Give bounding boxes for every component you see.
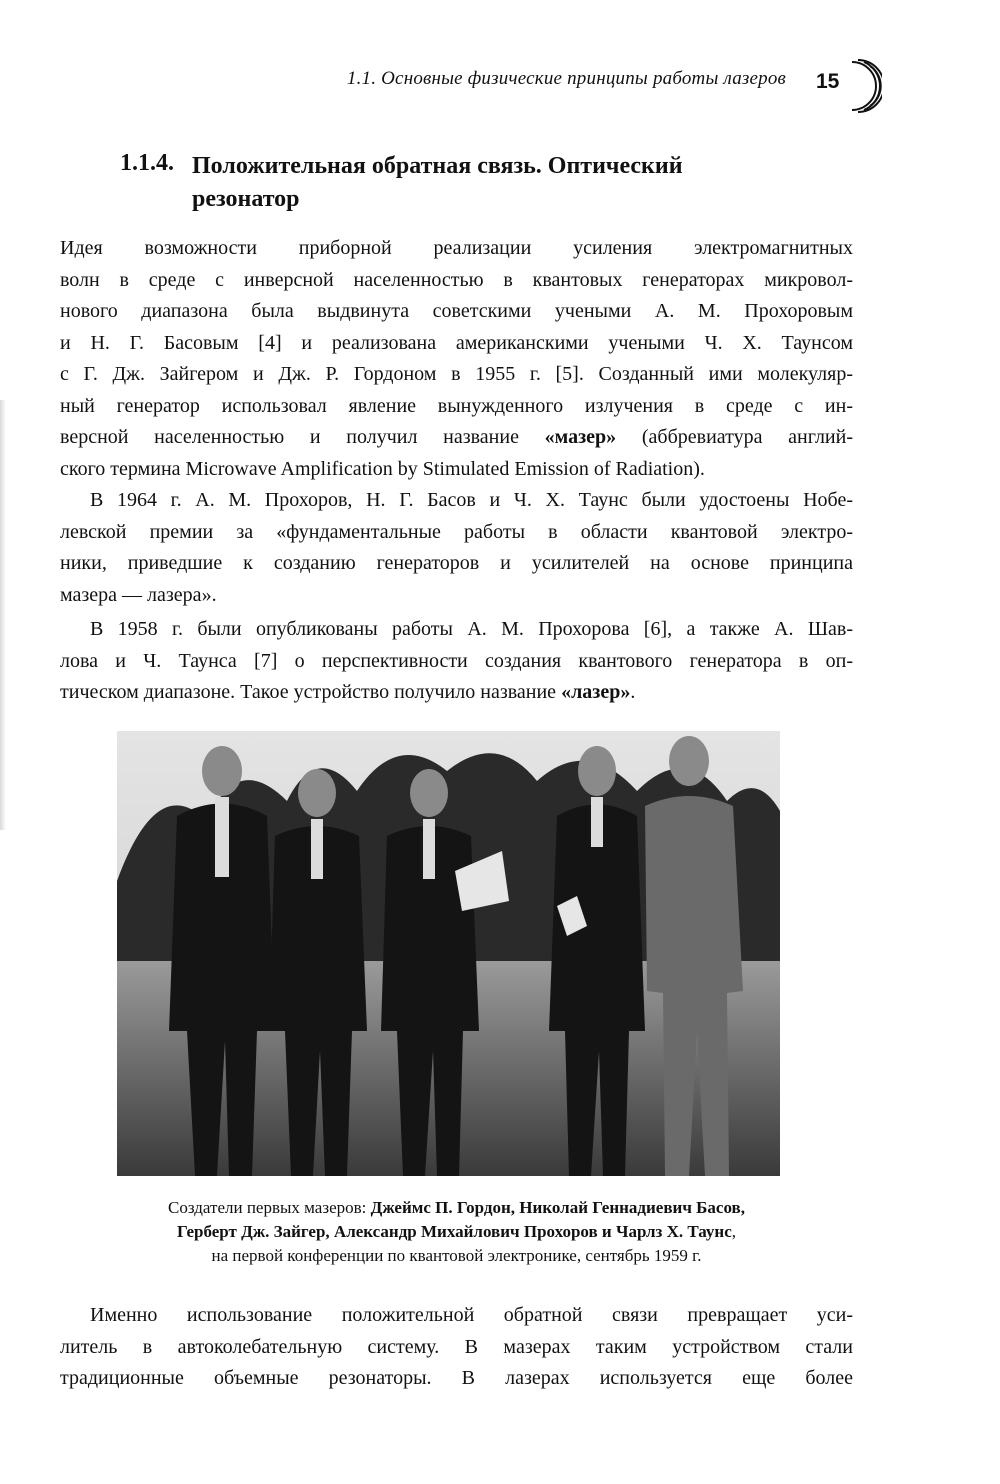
text-run: тическом диапазоне. Такое устройство получило название — [60, 681, 562, 703]
paragraph-1-line: ный генератор использовал явление вынужденного излучения в среде с ин- — [60, 394, 853, 417]
caption-line-2 — [60, 1220, 853, 1244]
photo-caption — [60, 1196, 853, 1268]
paragraph-4-line: Именно использование положительной обратной связи превращает уси- — [90, 1304, 853, 1326]
paragraph-1-line: нового диапазона была выдвинута советскими учеными А. М. Прохоровым — [60, 300, 853, 322]
caption-line-3: на первой конференции по квантовой электронике, сентябрь 1959 г. — [211, 1246, 702, 1265]
caption-comma: , — [731, 1222, 737, 1241]
paragraph-4-line: традиционные объемные резонаторы. В лазерах используется еще более — [60, 1367, 853, 1389]
historical-photo — [117, 731, 780, 1176]
paragraph-1 — [60, 233, 853, 485]
caption-names-1: Джеймс П. Гордон, Николай Геннадиевич Басов, — [370, 1198, 745, 1217]
paragraph-1-line: и Н. Г. Басовым [4] и реализована американскими учеными Ч. Х. Таунсом — [60, 331, 853, 354]
term-laser: «лазер» — [561, 681, 631, 703]
caption-names-2: Герберт Дж. Зайгер, Александр Михайлович Прохоров и Чарлз Х. Таунс — [176, 1222, 732, 1241]
text-run: (аббревиатура англий- — [616, 426, 853, 448]
section-title-line-2: резонатор — [192, 186, 300, 212]
paragraph-4-line: литель в автоколебательную систему. В мазерах таким устройством стали — [60, 1335, 853, 1358]
paragraph-1-line: ского термина Microwave Amplification by Stimulated Emission of Radiation). — [60, 457, 705, 480]
term-maser: «мазер» — [544, 426, 617, 448]
paragraph-4 — [60, 1300, 853, 1395]
paragraph-1-line — [60, 422, 853, 454]
text-run: версной населенностью и получил название — [60, 426, 545, 448]
section-title — [192, 150, 772, 216]
paragraph-3-line — [60, 677, 853, 709]
paragraph-2-line: ники, приведшие к созданию генераторов и усилителей на основе принципа — [60, 552, 853, 574]
paragraph-3-line: В 1958 г. были опубликованы работы А. М. Прохорова [6], а также А. Шав- — [90, 618, 853, 640]
page-spine-shadow — [0, 400, 6, 830]
photo-illustration — [117, 731, 780, 1176]
paragraph-2 — [60, 485, 853, 611]
paragraph-2-line: мазера — лазера». — [60, 583, 217, 606]
section-number: 1.1.4. — [120, 150, 174, 176]
running-header: 1.1. Основные физические принципы работы лазеров — [346, 68, 786, 89]
paragraph-3-line: лова и Ч. Таунса [7] о перспективности создания квантового генератора в оп- — [60, 649, 853, 672]
paragraph-3 — [60, 614, 853, 709]
caption-line-1 — [60, 1196, 853, 1220]
text-run: . — [630, 681, 636, 703]
paragraph-1-line: волн в среде с инверсной населенностью в квантовых генераторах микровол- — [60, 268, 853, 291]
paragraph-1-line: с Г. Дж. Зайгером и Дж. Р. Гордоном в 1955 г. [5]. Созданный ими молекуляр- — [60, 363, 853, 385]
caption-prefix: Создатели первых мазеров: — [168, 1198, 371, 1217]
section-title-line-1: Положительная обратная связь. Оптический — [192, 153, 683, 179]
page-number: 15 — [816, 70, 840, 93]
paragraph-2-line: В 1964 г. А. М. Прохоров, Н. Г. Басов и Ч. Х. Таунс были удостоены Нобе- — [90, 489, 853, 511]
paragraph-1-line: Идея возможности приборной реализации усиления электромагнитных — [60, 237, 853, 259]
paragraph-2-line: левской премии за «фундаментальные работы в области квантовой электро- — [60, 520, 853, 543]
